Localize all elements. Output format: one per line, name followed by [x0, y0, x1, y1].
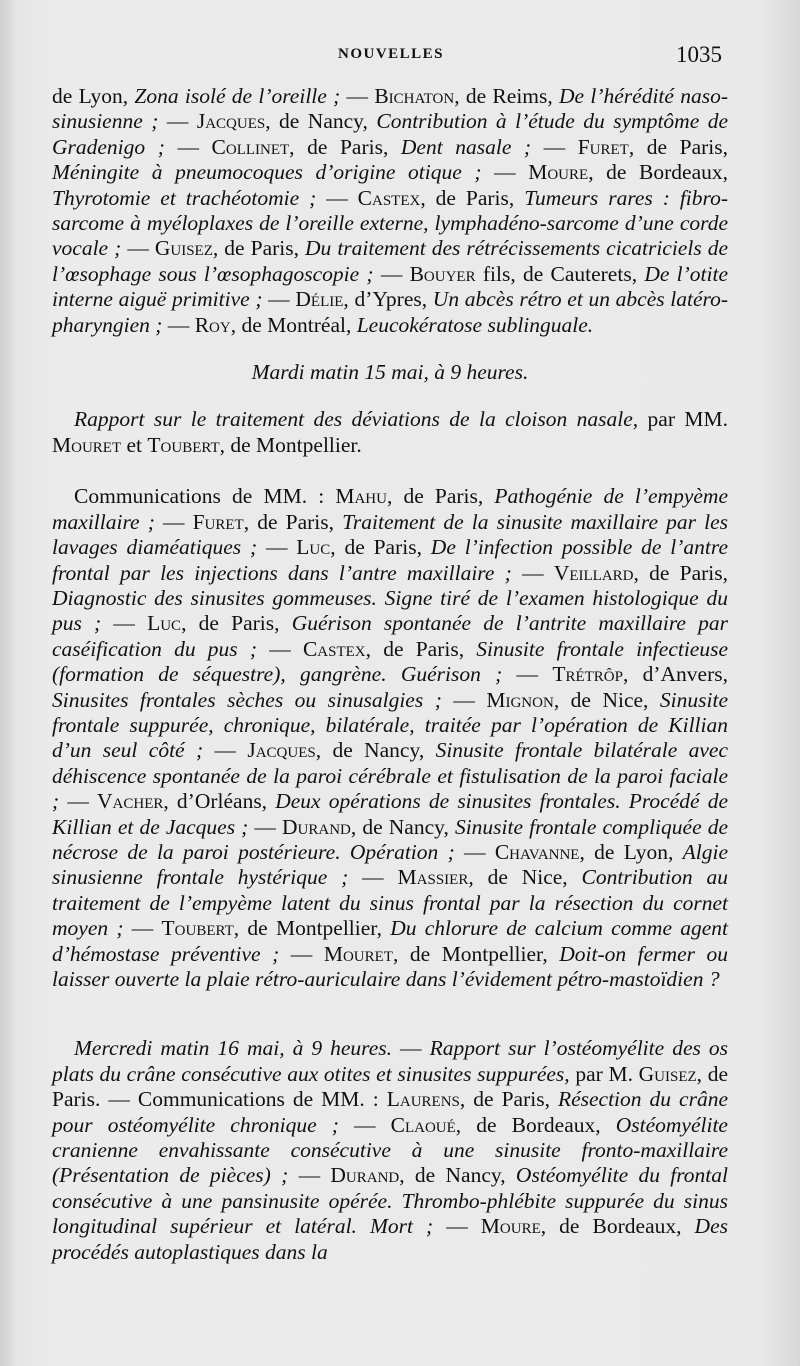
text-run: , de Reims, — [454, 84, 560, 108]
text-run: , de Bordeaux, — [540, 1214, 695, 1239]
author-name: Luc — [296, 535, 331, 560]
italic-run: Ostéomyélite cranienne envahissante consécutive à une sinusite fronto-maxillaire (Présentation de pièces) ; — [52, 1112, 728, 1188]
text-run: — — [257, 535, 297, 560]
italic-run: Doit-on fermer ou laisser ouverte la plaie rétro-auriculaire dans l’évidement pétro-mastoïdien ? — [52, 941, 729, 991]
paragraph-wednesday-session — [52, 1036, 728, 1265]
text-run: , de Paris, — [365, 636, 477, 661]
text-run: — — [340, 84, 375, 108]
italic-run: Guérison spontanée de l’antrite maxillaire par caséification du pus ; — [52, 611, 729, 661]
text-run: — — [511, 560, 554, 585]
text-run: , de Nice, — [553, 687, 660, 712]
text-run: — — [441, 687, 487, 712]
italic-run: Résection du crâne pour ostéomyélite chronique ; — [52, 1087, 729, 1137]
text-run: — — [101, 611, 148, 636]
text-run: — — [257, 636, 303, 661]
text-run: , d’Orléans, — [163, 789, 276, 814]
text-run: , de Nancy, — [399, 1163, 516, 1188]
italic-run: Leucokératose sublinguale. — [356, 312, 594, 337]
author-name: Claoué — [390, 1112, 456, 1137]
author-name: Durand — [330, 1163, 400, 1188]
text-run: , de Paris, — [181, 611, 292, 636]
italic-run: Ostéomyélite du frontal consécutive à une pansinusite opérée. Thrombo-phlébite suppurée du sinus longitudinal supérieur et latéral. Mort ; — [52, 1163, 728, 1239]
text-run: — — [203, 738, 248, 763]
text-run: , de Paris, — [330, 535, 431, 560]
italic-run: Contribution à l’étude du symptôme de Gradenigo ; — [52, 109, 728, 159]
paragraph-communications-sinusitis — [52, 484, 728, 992]
author-name: Chavanne — [494, 839, 580, 864]
italic-run: De l’hérédité naso-sinusienne ; — [52, 84, 729, 134]
author-name: Vacher — [97, 789, 164, 814]
author-name: Moure — [528, 160, 589, 185]
italic-run: Contribution au traitement de l’empyème latent du sinus frontal par la résection du cornet moyen ; — [52, 865, 728, 941]
author-name: Toubert — [147, 432, 220, 457]
text-run: , de Nancy, — [350, 814, 455, 839]
text-run: — — [279, 941, 324, 966]
text-run: — — [158, 109, 197, 134]
italic-run: Un abcès rétro et un abcès latéro-pharyngien ; — [52, 287, 729, 337]
text-run: — — [316, 185, 358, 210]
page-body — [52, 84, 728, 1265]
italic-run: De l’otite interne aiguë primitive ; — [52, 261, 728, 312]
text-run: et — [121, 432, 148, 457]
page-number: 1035 — [676, 42, 722, 67]
text-run: , de Paris, — [289, 134, 401, 159]
text-run: , de Lyon, — [579, 839, 683, 864]
text-run: , de Paris, — [459, 1087, 558, 1112]
text-run: — — [288, 1163, 331, 1188]
running-head — [0, 42, 800, 76]
text-run: , de Nancy, — [315, 738, 436, 763]
text-run: — — [433, 1214, 481, 1239]
text-run: , de Paris, — [243, 509, 343, 534]
text-run: , de Nancy, — [265, 109, 377, 134]
author-name: Massier — [397, 865, 469, 890]
text-run: , de Montpellier, — [392, 941, 560, 966]
author-name: Castex — [302, 636, 366, 661]
paragraph-session-list-continued — [52, 84, 728, 338]
italic-run: Méningite à pneumocoques d’origine otique ; — [52, 160, 482, 185]
text-run: — — [373, 261, 410, 286]
text-run: , de Montpellier. — [219, 432, 362, 457]
text-run: , de Paris, — [386, 484, 495, 509]
text-run: , de Bordeaux, — [588, 160, 728, 185]
text-run: — — [248, 814, 283, 839]
text-run: — — [59, 789, 97, 814]
italic-run: Algie sinusienne frontale hystérique ; — [52, 839, 729, 890]
text-run: Communications de MM. : — [74, 484, 336, 509]
author-name: Roy — [194, 312, 231, 337]
text-run: , de Paris, — [628, 134, 729, 159]
author-name: Guisez — [638, 1061, 697, 1086]
italic-run: Sinusite frontale bilatérale avec déhiscence spontanée de la paroi cérébrale et fistulisation de la paroi faciale ; — [52, 738, 729, 814]
text-run: — — [338, 1112, 391, 1137]
italic-run: Du chlorure de calcium comme agent d’hémostase préventive ; — [52, 916, 729, 966]
session-heading-tuesday — [52, 360, 728, 385]
italic-run: Sinusites frontales sèches ou sinusalgies ; — [52, 687, 442, 712]
author-name: Furet — [192, 509, 244, 534]
text-run: — — [262, 287, 296, 312]
text-run: — — [454, 839, 495, 864]
author-name: Mouret — [52, 432, 122, 457]
author-name: Jacques — [196, 109, 266, 134]
text-run: , de Bordeaux, — [455, 1112, 616, 1137]
text-run: — — [164, 134, 212, 159]
author-name: Trétrôp — [552, 662, 623, 687]
author-name: Mahu — [335, 484, 387, 509]
running-title: NOUVELLES — [338, 46, 445, 62]
italic-run: Rapport sur le traitement des déviations de la cloison nasale, — [74, 407, 639, 432]
text-run: — — [502, 662, 553, 687]
text-run: — — [121, 236, 155, 261]
author-name: Guisez — [154, 236, 213, 261]
text-run: — — [154, 509, 193, 534]
text-run: fils, de Cauterets, — [475, 261, 645, 286]
italic-run: Sinusite frontale compliquée de nécrose de la paroi postérieure. Opération ; — [52, 814, 728, 864]
author-name: Laurens — [386, 1087, 460, 1112]
text-run: — — [348, 865, 398, 890]
author-name: Délie — [295, 287, 344, 312]
author-name: Durand — [282, 814, 351, 839]
italic-run: Des procédés autoplastiques dans la — [52, 1214, 728, 1264]
author-name: Castex — [357, 185, 421, 210]
author-name: Mouret — [323, 941, 393, 966]
italic-run: Diagnostic des sinusites gommeuses. Signe tiré de l’examen histologique du pus ; — [52, 585, 728, 636]
italic-run: Du traitement des rétrécissements cicatriciels de l’œsophage sous l’œsophagoscopie ; — [52, 236, 729, 286]
italic-run: Zona isolé de l’oreille ; — [134, 84, 341, 108]
italic-run: De l’infection possible de l’antre frontal par les injections dans l’antre maxillaire ; — [52, 535, 729, 585]
paragraph-report-nasal-septum — [52, 407, 728, 458]
text-run: , de Paris, — [633, 560, 729, 585]
italic-run: Sinusite frontale infectieuse (formation de séquestre), gangrène. Guérison ; — [52, 636, 729, 687]
italic-run: Mardi matin 15 mai, à 9 heures. — [251, 360, 529, 385]
text-run: de Lyon, — [52, 84, 135, 108]
italic-run: Deux opérations de sinusites frontales. Procédé de Killian et de Jacques ; — [52, 789, 729, 839]
author-name: Veillard — [553, 560, 634, 585]
text-run: par M. — [569, 1061, 639, 1086]
text-run: — — [123, 916, 162, 941]
author-name: Bichaton — [374, 84, 455, 108]
italic-run: Pathogénie de l’empyème maxillaire ; — [52, 484, 728, 534]
author-name: Bouyer — [409, 261, 476, 286]
text-run: — — [481, 160, 529, 185]
text-run: — — [162, 312, 195, 337]
text-run: , de Nice, — [468, 865, 582, 890]
text-run: — — [392, 1036, 430, 1061]
author-name: Furet — [577, 134, 629, 159]
italic-run: Rapport sur l’ostéomyélite des os plats du crâne consécutive aux otites et sinusites suppurées, — [52, 1036, 728, 1086]
italic-run: Mercredi matin 16 mai, à 9 heures. — [74, 1036, 393, 1061]
italic-run: Dent nasale ; — [400, 134, 532, 159]
author-name: Collinet — [211, 134, 290, 159]
text-run: , de Montpellier, — [233, 916, 391, 941]
text-run: , d’Ypres, — [343, 287, 433, 312]
text-run: , de Paris. — Communications de MM. : — [52, 1061, 728, 1112]
author-name: Jacques — [247, 738, 316, 763]
text-run: , d’Anvers, — [622, 662, 728, 687]
italic-run: Sinusite frontale suppurée, chronique, bilatérale, traitée par l’opération de Killian d’un seul côté ; — [52, 687, 728, 763]
text-run: par MM. — [638, 407, 729, 432]
author-name: Moure — [480, 1214, 541, 1239]
author-name: Toubert — [161, 916, 234, 941]
author-name: Mignon — [486, 687, 554, 712]
text-run: , de Paris, — [420, 185, 525, 210]
author-name: Luc — [147, 611, 182, 636]
text-run: , de Paris, — [212, 236, 306, 261]
italic-run: Traitement de la sinusite maxillaire par les lavages diaméatiques ; — [52, 509, 729, 560]
text-run: , de Montréal, — [230, 312, 357, 337]
text-run: — — [531, 134, 578, 159]
italic-run: Thyrotomie et trachéotomie ; — [52, 185, 317, 210]
italic-run: Tumeurs rares : fibro-sarcome à myéloplaxes de l’oreille externe, lymphadéno-sarcome d’une corde vocale ; — [52, 185, 729, 261]
